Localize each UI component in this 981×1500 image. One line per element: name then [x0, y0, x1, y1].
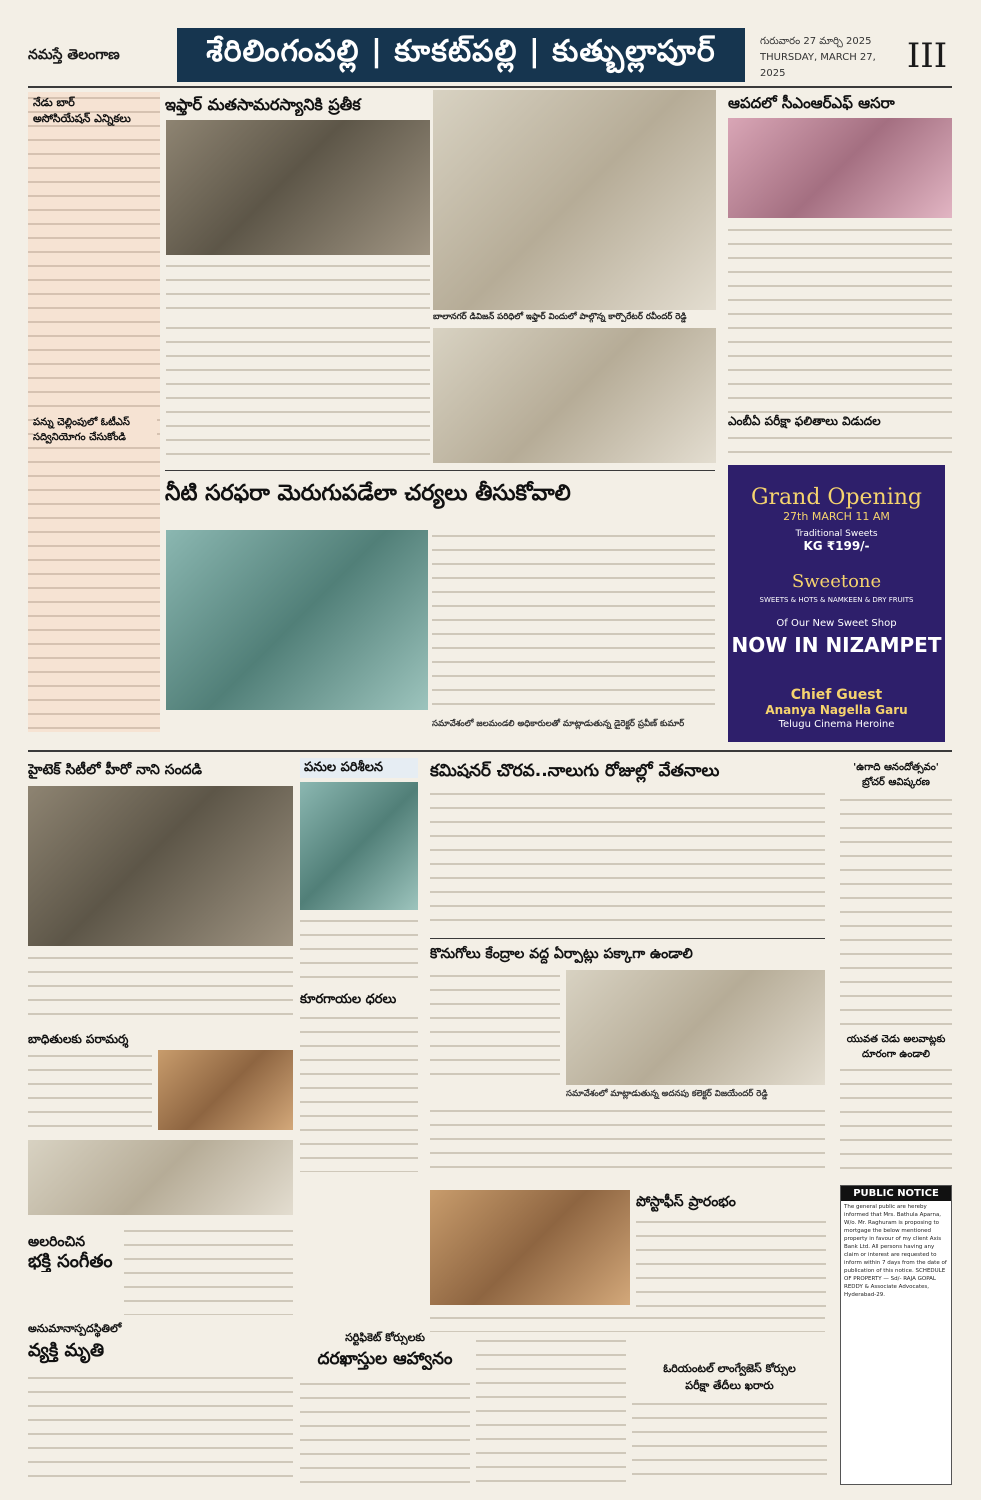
bhakti-body-text — [124, 1225, 293, 1315]
mba-body-text — [728, 432, 952, 460]
ad-line3: NOW IN NIZAMPET — [731, 633, 942, 657]
water-photo — [166, 530, 428, 710]
ad-grand-opening: Grand Opening — [750, 485, 923, 510]
commissioner-headline: కమిషనర్ చొరవ..నాలుగు రోజుల్లో వేతనాలు — [430, 761, 720, 781]
ad-guest: Ananya Nagella Garu — [765, 703, 908, 717]
cert-body-text — [300, 1378, 470, 1483]
death-body-text — [28, 1372, 293, 1482]
iftar-photo-2 — [433, 90, 716, 310]
nani-body-text — [28, 952, 293, 1024]
date-telugu: గురువారం 27 మార్చి 2025 — [760, 36, 872, 47]
bar-headline — [33, 95, 157, 127]
veg-prices-text — [300, 1012, 418, 1172]
cmrf-headline: ఆపదలో సీఎంఆర్ఎఫ్ ఆసరా — [728, 94, 895, 112]
ad-line1: SWEETS & HOTS & NAMKEEN & DRY FRUITS — [759, 596, 914, 604]
mba-headline: ఎంబీఏ పరీక్షా ఫలితాలు విడుదల — [728, 414, 881, 428]
public-notice-title: PUBLIC NOTICE — [841, 1186, 951, 1201]
iftar-headline: ఇఫ్తార్ మతసామరస్యానికి ప్రతీక — [165, 95, 361, 114]
cmrf-body-text — [728, 224, 952, 414]
ad-line2: Of Our New Sweet Shop — [776, 618, 897, 629]
header-rule — [28, 86, 952, 88]
veg-headline: కూరగాయల ధరలు — [300, 992, 397, 1007]
death-headline-line1: అనుమానాస్పదస్థితిలో — [28, 1322, 122, 1335]
kona-rule — [430, 938, 825, 939]
public-notice — [840, 1185, 952, 1485]
kona-body-text-2 — [430, 1105, 825, 1180]
oriental-headline-line2: పరీక్షా తేదీలు ఖరారు — [685, 1379, 774, 1392]
sweetone-advertisement[interactable] — [728, 465, 945, 742]
iftar-photo-1 — [166, 120, 430, 255]
left-sidebar — [28, 92, 160, 732]
postoffice-body-text-2 — [430, 1312, 825, 1332]
youth-body-text — [840, 1064, 952, 1179]
ad-traditional: Traditional Sweets — [795, 529, 878, 539]
postoffice-photo — [430, 1190, 630, 1305]
iftar-caption: బాలానగర్ డివిజన్ పరిధిలో ఇఫ్తార్ విందులో పాల్గొన్న కార్పొరేటర్ రవీందర్ రెడ్డి — [433, 312, 687, 322]
section-rule — [28, 750, 952, 752]
kona-headline: కొనుగోలు కేంద్రాల వద్ద ఏర్పాట్లు పక్కాగా ఉండాలి — [430, 946, 693, 962]
death-headline — [28, 1320, 168, 1364]
victims-body-text — [28, 1050, 152, 1130]
tax-headline-line1: పన్ను చెల్లింపులో ఓటీఎస్ — [33, 417, 130, 428]
water-body-text — [432, 530, 715, 710]
nani-photo — [28, 786, 293, 946]
youth-headline: యువత చెడు అలవాట్లకు దూరంగా ఉండాలి — [846, 1034, 946, 1060]
ugadi-headline-line1: 'ఉగాది ఆనందోత్సవం' — [853, 762, 939, 773]
ugadi-body-text — [840, 794, 952, 1029]
kona-body-text — [430, 970, 560, 1080]
works-photo — [300, 782, 418, 910]
edition-banner: శేరిలింగంపల్లి | కూకట్‌పల్లి | కుత్బుల్లాపూర్ — [177, 28, 745, 82]
iftar-photo-3 — [433, 328, 716, 463]
date-english: THURSDAY, MARCH 27, 2025 — [760, 52, 876, 78]
kona-photo — [566, 970, 825, 1085]
cmrf-photo — [728, 118, 952, 218]
bhakti-headline-line1: అలరించిన — [28, 1234, 86, 1250]
ugadi-headline — [840, 760, 952, 790]
ad-guest-role: Telugu Cinema Heroine — [778, 719, 895, 730]
victims-photo — [158, 1050, 293, 1130]
cert-headline — [300, 1330, 470, 1372]
victims-headline: బాధితులకు పరామర్శ — [28, 1032, 129, 1046]
paper-name: నమస్తే తెలంగాణ — [28, 46, 120, 63]
date-block — [760, 34, 900, 78]
works-body-text — [300, 915, 418, 985]
tax-headline-line2: సద్వినియోగం చేసుకోండి — [33, 432, 126, 443]
bhakti-headline — [28, 1232, 120, 1272]
nani-headline: హైటెక్ సిటీలో హీరో నాని సందడి — [28, 762, 202, 778]
page-number: III — [906, 36, 948, 76]
postoffice-headline: పోస్టాఫీస్ ప్రారంభం — [636, 1194, 736, 1210]
bhakti-headline-line2: భక్తి సంగీతం — [28, 1251, 113, 1272]
commissioner-body-text — [430, 788, 825, 928]
public-notice-body: The general public are hereby informed that Mrs. Bathula Aparna, W/o. Mr. Raghuram is proposing to mortgage the below mentioned property in favour of my client Axis Bank Ltd. All persons having any claim or interest are requested to inform within 7 days from the date of publication of this notice. SCHEDULE OF PROPERTY — Sd/- RAJA GOPAL REDDY & Associate Advocates, Hyderabad-29. — [844, 1204, 947, 1298]
ad-chief: Chief Guest — [790, 687, 883, 703]
bhakti-photo — [28, 1140, 293, 1215]
oriental-headline-line1: ఓరియంటల్ లాంగ్వేజెస్ కోర్సుల — [663, 1362, 796, 1375]
ugadi-headline-line2: బ్రోచర్ ఆవిష్కరణ — [862, 777, 930, 788]
bar-headline-line2: అసోసియేషన్ ఎన్నికలు — [33, 112, 131, 125]
tax-headline — [33, 415, 157, 445]
ad-price: KG ₹199/- — [803, 539, 870, 553]
postoffice-body-text — [636, 1216, 826, 1311]
death-headline-line2: వ్యక్తి మృతి — [28, 1340, 105, 1361]
cert-body-text-2 — [476, 1335, 626, 1483]
cert-headline-line1: సర్టిఫికెట్ కోర్సులకు — [345, 1331, 425, 1344]
oriental-headline — [632, 1360, 827, 1394]
bar-headline-line1: నేడు బార్ — [33, 96, 75, 109]
water-rule — [165, 470, 715, 471]
works-headline: పనుల పరిశీలన — [300, 758, 418, 778]
oriental-body-text — [632, 1398, 827, 1483]
ad-date: 27th MARCH 11 AM — [783, 510, 890, 523]
iftar-body-text-2 — [166, 322, 430, 462]
cert-headline-line2: దరఖాస్తుల ఆహ్వానం — [317, 1349, 453, 1369]
iftar-body-text — [166, 260, 430, 316]
water-caption: సమావేశంలో జలమండలి అధికారులతో మాట్లాడుతున్న డైరెక్టర్ ప్రవీణ్ కుమార్ — [432, 719, 685, 729]
water-headline: నీటి సరఫరా మెరుగుపడేలా చర్యలు తీసుకోవాలి — [165, 481, 571, 506]
ad-brand: Sweetone — [791, 571, 882, 592]
kona-caption: సమావేశంలో మాట్లాడుతున్న అదనపు కలెక్టర్ విజయేందర్ రెడ్డి — [566, 1089, 768, 1099]
